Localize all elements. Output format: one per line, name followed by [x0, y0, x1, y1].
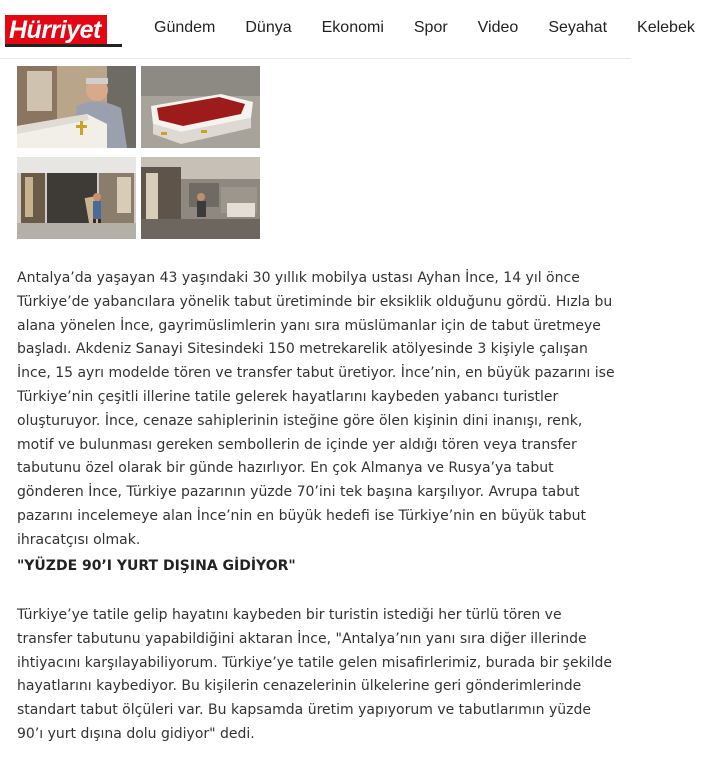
workshop-photo[interactable] — [17, 157, 136, 239]
nav-item-kelebek[interactable]: Kelebek — [637, 19, 695, 36]
main-nav — [154, 19, 725, 37]
nav-item-dunya[interactable]: Dünya — [245, 19, 292, 36]
workshop-interior-photo[interactable] — [141, 157, 260, 239]
hurriyet-logo[interactable]: Hürriyet — [5, 15, 107, 45]
nav-item-video[interactable]: Video — [477, 19, 519, 36]
article-subheading: "YÜZDE 90’I YURT DIŞINA GİDİYOR" — [17, 558, 296, 574]
logo-underline — [5, 44, 122, 47]
article-paragraph-1: Antalya’da yaşayan 43 yaşındaki 30 yıllık mobilya ustası Ayhan İnce, 14 yıl önce Türkiye’de yabancılara yönelik tabut üretiminde bir eksiklik olduğunu gördü. Hızla bu alana yönelen İnce, gayrimüslimlerin yanı sıra müslümanlar için de tabut üretmeye başladı. Akdeniz Sanayi Sitesindeki 150 metrekarelik atölyesinde 3 kişiyle çalışan İnce, 15 ayrı modelde tören ve transfer tabut üretiyor. İnce’nin, en büyük pazarını ise Türkiye’nin çeşitli illerine tatile gelerek hayatlarını kaybeden yabancı turistler oluşturuyor. İnce, cenaze sahiplerinin isteğine göre ölen kişinin dini inanışı, renk, motif ve bulunması gereken sembollerin de içinde yer aldığı tören veya transfer tabutunu özel olarak bir günde hazırlıyor. En çok Almanya ve Rusya’ya tabut gönderen İnce, Türkiye pazarının yüzde 70’ini tek başına karşılıyor. Avrupa tabut pazarını incelemeye alan İnce’nin en büyük hedefi ise Türkiye’nin en büyük tabut ihracatçısı olmak. — [17, 270, 615, 548]
nav-item-seyahat[interactable]: Seyahat — [548, 19, 608, 36]
nav-item-ekonomi[interactable]: Ekonomi — [321, 19, 384, 36]
article-paragraph-2: Türkiye’ye tatile gelip hayatını kaybeden bir turistin istediği her türlü tören ve transfer tabutunu yapabildiğini aktaran İnce, "Antalya’nın yanı sıra diğer illerinde ihtiyacını karşılayabiliyorum. Türkiye’ye tatile gelen misafirlerimiz, burada bir şekilde hayatlarını kaybediyor. Bu kişilerin cenazelerinin ülkelerine geri gönderimlerinde standart tabut ölçüleri var. Bu kapsamda üretim yapıyorum ve tabutlarımın yüzde 90’ı yurt dışına dolu gidiyor" dedi. — [17, 607, 612, 742]
nav-item-gundem[interactable]: Gündem — [154, 19, 216, 36]
open-coffin-photo[interactable] — [141, 66, 260, 148]
photo-gallery — [17, 66, 262, 240]
nav-item-spor[interactable]: Spor — [413, 19, 448, 36]
top-navigation-bar — [0, 0, 695, 59]
man-with-coffin-photo[interactable] — [17, 66, 136, 148]
